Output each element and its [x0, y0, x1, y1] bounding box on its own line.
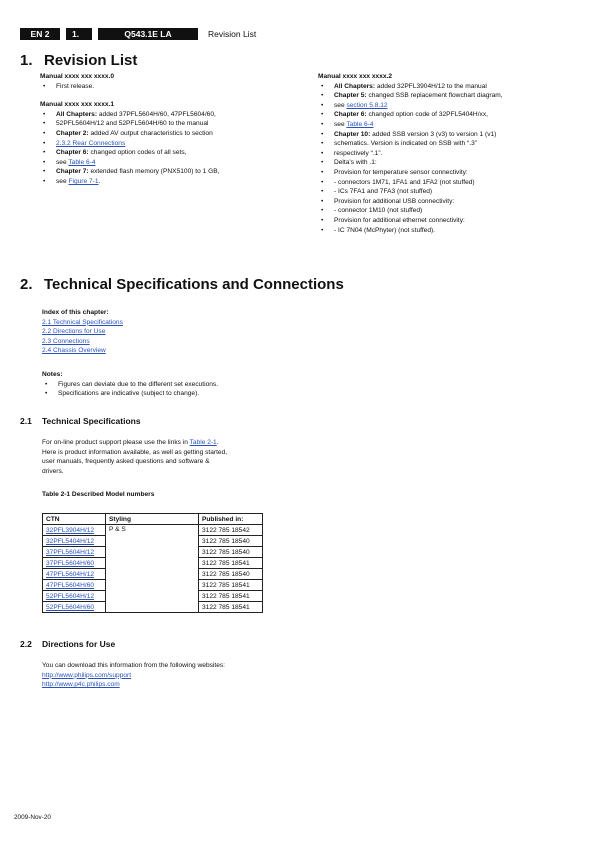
manual-0-heading: Manual xxxx xxx xxxx.0 [40, 73, 115, 80]
subsection-2-1-body: For on-line product support please use the links in Table 2-1. Here is product information available, as well as getting started, user manuals, frequently asked questions and software & drivers. [42, 438, 302, 476]
list-item-cont: • respectively “.1”. [318, 149, 578, 159]
index-link-2-1[interactable]: 2.1 Technical Specifications [42, 318, 123, 326]
manual-1-heading: Manual xxxx xxx xxxx.1 [40, 101, 115, 109]
published-cell: 3122 785 18540 [199, 536, 263, 547]
published-cell: 3122 785 18540 [199, 569, 263, 580]
header-chapter: 1. [66, 28, 92, 40]
styling-cell: P & S [106, 525, 199, 613]
link-section-5-8-12[interactable]: section 5.8.12 [346, 101, 388, 109]
list-item: • Chapter 5: changed SSB replacement flowchart diagram, [318, 91, 578, 101]
published-cell: 3122 785 18541 [199, 558, 263, 569]
published-cell: 3122 785 18542 [199, 525, 263, 536]
paragraph: For on-line product support please use the links in Table 2-1. [42, 439, 219, 446]
section-revision-heading: 1. Revision List [20, 52, 138, 69]
published-cell: 3122 785 18541 [199, 602, 263, 613]
link-p4c-philips[interactable]: http://www.p4c.philips.com [42, 681, 120, 689]
ctn-link[interactable]: 47PFL5604H/60 [46, 581, 95, 589]
chapter-index [42, 308, 342, 356]
list-item: • Chapter 2: added AV output characteristics to section [40, 129, 290, 139]
ctn-link[interactable]: 37PFL5604H/12 [46, 548, 95, 556]
notes-heading: Notes: [42, 371, 63, 378]
column-header: CTN [43, 514, 106, 525]
list-item-cont: • Provision for additional USB connectivity: [318, 197, 578, 207]
header-doc-code: Q543.1E LA [98, 28, 198, 40]
link-philips-support[interactable]: http://www.philips.com/support [42, 671, 132, 679]
table-header-row [43, 514, 263, 525]
index-link-2-2[interactable]: 2.2 Directions for Use [42, 328, 106, 336]
ctn-link[interactable]: 52PFL5604H/12 [46, 592, 95, 600]
header-lang-page: EN 2 [20, 28, 60, 40]
list-item: • Chapter 10: added SSB version 3 (v3) to version 1 (v1) [318, 130, 578, 140]
ctn-link[interactable]: 37PFL5604H/60 [46, 559, 95, 567]
revision-left-column [40, 72, 290, 187]
list-item: • First release. [40, 82, 290, 92]
published-cell: 3122 785 18540 [199, 547, 263, 558]
ctn-link[interactable]: 32PFL5404H/12 [46, 537, 95, 545]
link-table-2-1[interactable]: Table 2-1 [189, 439, 217, 446]
index-heading: Index of this chapter: [42, 309, 109, 316]
list-item-cont: • see Table 6-4 [40, 158, 290, 168]
ctn-link[interactable]: 47PFL5604H/12 [46, 570, 95, 578]
list-item-cont: • Provision for additional ethernet connectivity: [318, 216, 578, 226]
revision-right-column [318, 72, 578, 235]
table-row [43, 525, 263, 536]
header-title: Revision List [208, 29, 257, 39]
table-caption: Table 2-1 Described Model numbers [42, 491, 155, 498]
list-item-cont: • schematics. Version is indicated on SSB with “.3” [318, 139, 578, 149]
list-item-cont: • Delta’s with .1: [318, 158, 578, 168]
manual-2-heading: Manual xxxx xxx xxxx.2 [318, 73, 393, 80]
index-link-2-4[interactable]: 2.4 Chassis Overview [42, 347, 106, 355]
model-numbers-table [42, 513, 263, 613]
page-header [20, 28, 256, 40]
section-techspec-heading: 2. Technical Specifications and Connections [20, 276, 344, 293]
list-item: • All Chapters: added 32PFL3904H/12 to the manual [318, 82, 578, 92]
list-item: • Chapter 6: changed option codes of all sets, [40, 148, 290, 158]
link-table-6-4[interactable]: Table 6-4 [68, 158, 96, 166]
list-item: • Chapter 6: changed option code of 32PFL5404H/xx, [318, 110, 578, 120]
notes [42, 370, 342, 399]
list-item-cont: • see Figure 7-1. [40, 177, 290, 187]
list-item-cont: • - connectors 1M71, 1FA1 and 1FA2 (not stuffed) [318, 178, 578, 188]
list-item: • Figures can deviate due to the different set executions. [42, 380, 342, 390]
list-item-cont: • see section 5.8.12 [318, 101, 578, 111]
list-item-cont: • see Table 6-4 [318, 120, 578, 130]
list-item: • Specifications are indicative (subject to change). [42, 389, 342, 399]
list-item-cont [40, 139, 290, 149]
list-item-cont: • 52PFL5604H/12 and 52PFL5604H/60 to the manual [40, 119, 290, 129]
link-rear-connections[interactable]: 2.3.2 Rear Connections [56, 139, 126, 147]
paragraph: You can download this information from the following websites: [42, 662, 226, 669]
ctn-link[interactable]: 52PFL5604H/60 [46, 603, 95, 611]
subsection-2-1-heading: 2.1 Technical Specifications [20, 416, 141, 426]
subsection-2-2-heading: 2.2 Directions for Use [20, 639, 116, 649]
column-header: Styling [106, 514, 199, 525]
ctn-link[interactable]: 32PFL3904H/12 [46, 526, 95, 534]
link-figure-7-1[interactable]: Figure 7-1 [68, 177, 99, 185]
index-link-2-3[interactable]: 2.3 Connections [42, 337, 90, 345]
list-item: • Chapter 7: extended flash memory (PNX5100) to 1 GB, [40, 167, 290, 177]
footer-date: 2009-Nov-20 [14, 814, 51, 821]
published-cell: 3122 785 18541 [199, 591, 263, 602]
list-item-cont: • - IC 7N04 (McPhyter) (not stuffed). [318, 226, 578, 236]
list-item-cont: • - connector 1M10 (not stuffed) [318, 206, 578, 216]
published-cell: 3122 785 18541 [199, 580, 263, 591]
subsection-2-2-body [42, 661, 342, 690]
list-item-cont: • - ICs 7FA1 and 7FA3 (not stuffed) [318, 187, 578, 197]
column-header: Published in: [199, 514, 263, 525]
list-item: • All Chapters: added 37PFL5604H/60, 47PFL5604/60, [40, 110, 290, 120]
link-table-6-4[interactable]: Table 6-4 [346, 120, 374, 128]
list-item-cont: • Provision for temperature sensor connectivity: [318, 168, 578, 178]
